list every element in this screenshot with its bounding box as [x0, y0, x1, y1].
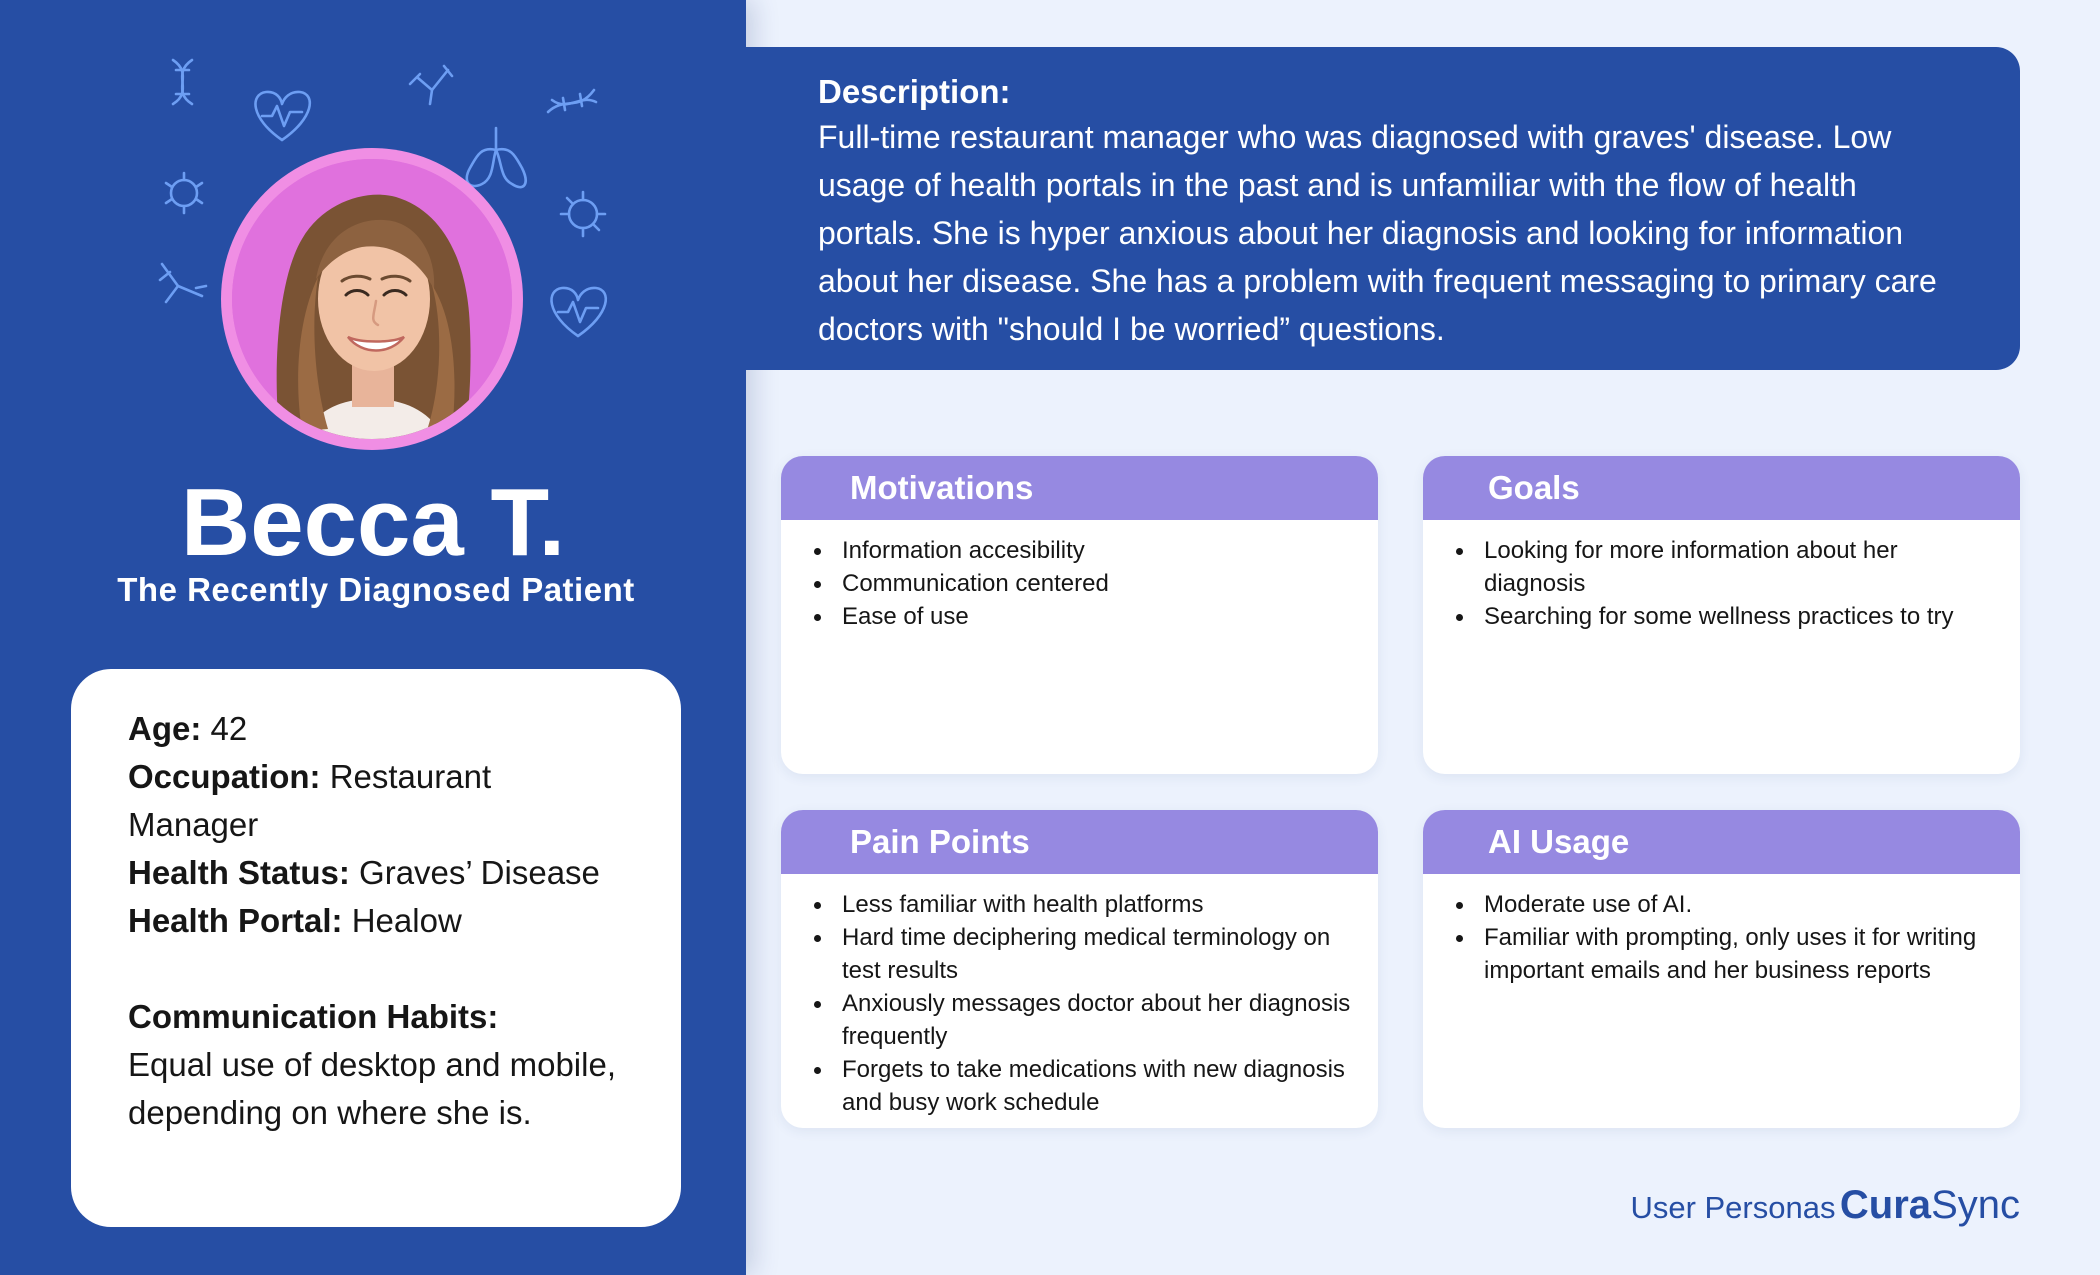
communication-label: Communication Habits:: [128, 998, 499, 1035]
list-item: Communication centered: [842, 567, 1364, 600]
occupation-label: Occupation:: [128, 758, 321, 795]
list-item-line: Moderate use of AI.: [1484, 891, 1693, 918]
list-item: [1484, 888, 2006, 921]
brand-logo-light: Sync: [1931, 1183, 2020, 1227]
footer-brand: [1630, 1183, 2020, 1228]
communication-line: Equal use of desktop and mobile,: [128, 1046, 616, 1083]
communication-line: depending on where she is.: [128, 1094, 532, 1131]
description-line: doctors with "should I be worried” questions.: [818, 311, 1445, 347]
antibody-icon: [160, 264, 206, 302]
occupation-value: Restaurant: [329, 758, 492, 795]
pain-points-title: Pain Points: [781, 810, 1378, 874]
persona-subtitle: The Recently Diagnosed Patient: [117, 571, 635, 608]
list-item-line: Forgets to take medications with new diagnosis: [842, 1056, 1345, 1083]
list-item: [842, 921, 1364, 987]
list-item-line: Looking for more information about her: [1484, 537, 1898, 564]
list-item-line: Less familiar with health platforms: [842, 891, 1204, 918]
persona-sidebar: [0, 0, 746, 1275]
antibody-icon: [410, 66, 452, 104]
list-item-line: test results: [842, 957, 959, 984]
description-line: usage of health portals in the past and is unfamiliar with the flow of health: [818, 167, 1857, 203]
age-label: Age:: [128, 710, 202, 747]
motivations-title: Motivations: [781, 456, 1378, 520]
dna-icon: [173, 60, 192, 104]
occupation-value-continued: Manager: [128, 806, 259, 843]
age-row: [128, 705, 641, 753]
ai-usage-title: AI Usage: [1423, 810, 2020, 874]
motivations-list: [781, 520, 1378, 633]
pain-points-card: [781, 810, 1378, 1128]
ai-usage-card: [1423, 810, 2020, 1128]
goals-title: Goals: [1423, 456, 2020, 520]
ai-usage-list: [1423, 874, 2020, 987]
age-value: 42: [210, 710, 248, 747]
spacer: [128, 945, 641, 993]
list-item-line: Hard time deciphering medical terminology on: [842, 924, 1331, 951]
list-item: [842, 1053, 1364, 1119]
list-item: [1484, 921, 2006, 987]
description-body: [818, 113, 1980, 353]
footer-label: User Personas: [1630, 1190, 1836, 1225]
avatar-portrait: [232, 159, 512, 439]
list-item: [1484, 600, 2006, 633]
lungs-icon: [467, 128, 526, 187]
goals-card: [1423, 456, 2020, 774]
goals-list: [1423, 520, 2020, 633]
list-item: [842, 987, 1364, 1053]
molecule-icon: [166, 173, 202, 213]
list-item-line: important emails and her business reports: [1484, 957, 1931, 984]
health-portal-label: Health Portal:: [128, 902, 343, 939]
list-item: Information accesibility: [842, 534, 1364, 567]
persona-name: Becca T.: [180, 469, 566, 576]
health-portal-row: [128, 897, 641, 945]
pain-points-list: [781, 874, 1378, 1119]
brand-logo-bold: Cura: [1839, 1183, 1932, 1227]
avatar: [232, 159, 512, 439]
dna-icon: [548, 90, 596, 112]
description-heading: Description:: [818, 73, 1011, 110]
health-status-label: Health Status:: [128, 854, 350, 891]
list-item: Ease of use: [842, 600, 1364, 633]
persona-info-card: [71, 669, 681, 1227]
avatar-ring: [221, 148, 523, 450]
health-status-value: Graves’ Disease: [359, 854, 600, 891]
virus-icon: [561, 192, 605, 236]
list-item-line: Anxiously messages doctor about her diagnosis: [842, 990, 1351, 1017]
occupation-row: [128, 753, 641, 801]
heart-pulse-icon: [255, 92, 309, 140]
description-line: Full-time restaurant manager who was diagnosed with graves' disease. Low: [818, 119, 1892, 155]
health-portal-value: Healow: [351, 902, 462, 939]
description-banner: [746, 47, 2020, 370]
list-item-line: diagnosis: [1484, 570, 1586, 597]
list-item-line: Familiar with prompting, only uses it for writing: [1484, 924, 1977, 951]
list-item-line: and busy work schedule: [842, 1089, 1100, 1116]
heart-pulse-icon: [551, 288, 605, 336]
motivations-card: [781, 456, 1378, 774]
list-item: [1484, 534, 2006, 600]
description-line: about her disease. She has a problem with frequent messaging to primary care: [818, 263, 1937, 299]
list-item-line: frequently: [842, 1023, 948, 1050]
list-item: [842, 888, 1364, 921]
health-status-row: [128, 849, 641, 897]
list-item-line: Searching for some wellness practices to try: [1484, 603, 1954, 630]
description-line: portals. She is hyper anxious about her diagnosis and looking for information: [818, 215, 1904, 251]
